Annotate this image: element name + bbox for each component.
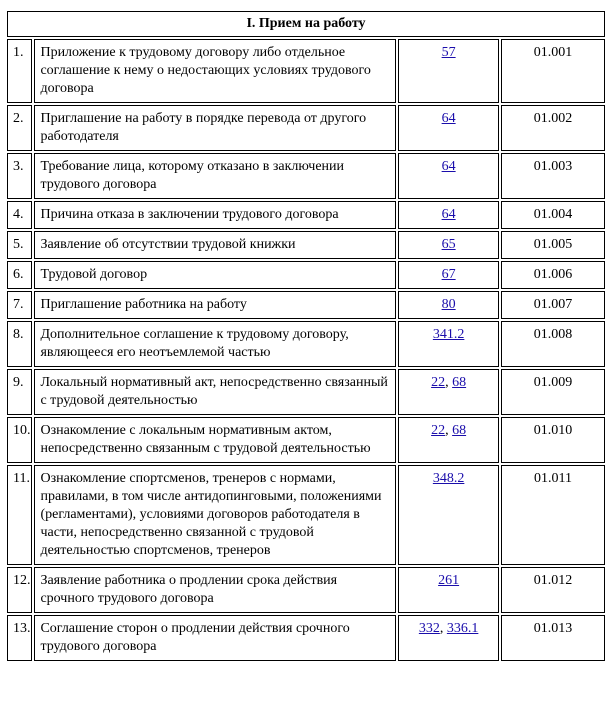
article-link[interactable]: 65 xyxy=(441,237,456,252)
document-title: Приглашение работника на работу xyxy=(34,291,396,319)
row-number: 6. xyxy=(7,261,32,289)
document-code: 01.005 xyxy=(501,231,605,259)
row-number: 7. xyxy=(7,291,32,319)
row-number: 3. xyxy=(7,153,32,199)
table-row xyxy=(7,201,605,229)
document-title: Заявление об отсутствии трудовой книжки xyxy=(34,231,396,259)
document-title: Ознакомление с локальным нормативным актом, непосредственно связанным с трудовой деятельностью xyxy=(34,417,396,463)
article-separator: , xyxy=(445,375,453,390)
article-link[interactable]: 332 xyxy=(418,621,440,636)
documents-table xyxy=(5,9,607,663)
table-row xyxy=(7,465,605,565)
document-title: Соглашение сторон о продлении действия срочного трудового договора xyxy=(34,615,396,661)
article-link[interactable]: 67 xyxy=(441,267,456,282)
article-link[interactable]: 22 xyxy=(431,375,446,390)
document-title: Локальный нормативный акт, непосредственно связанный с трудовой деятельностью xyxy=(34,369,396,415)
row-number: 2. xyxy=(7,105,32,151)
table-row xyxy=(7,615,605,661)
article-links xyxy=(398,261,499,289)
article-links xyxy=(398,615,499,661)
document-title: Приглашение на работу в порядке перевода от другого работодателя xyxy=(34,105,396,151)
article-links xyxy=(398,369,499,415)
article-links xyxy=(398,153,499,199)
table-row xyxy=(7,291,605,319)
article-link[interactable]: 57 xyxy=(441,45,456,60)
table-row xyxy=(7,153,605,199)
table-row xyxy=(7,567,605,613)
table-row xyxy=(7,39,605,103)
row-number: 9. xyxy=(7,369,32,415)
article-links xyxy=(398,321,499,367)
article-link[interactable]: 64 xyxy=(441,111,456,126)
article-links xyxy=(398,465,499,565)
article-link[interactable]: 341.2 xyxy=(432,327,465,342)
row-number: 12. xyxy=(7,567,32,613)
document-title: Ознакомление спортсменов, тренеров с нормами, правилами, в том числе антидопинговыми, положениями (регламентами), условиями договоров работодателя в части, непосредственно связанной с трудовой деятельностью спортсменов, тренеров xyxy=(34,465,396,565)
table-row xyxy=(7,417,605,463)
article-link[interactable]: 68 xyxy=(452,375,467,390)
row-number: 1. xyxy=(7,39,32,103)
document-code: 01.003 xyxy=(501,153,605,199)
row-number: 11. xyxy=(7,465,32,565)
document-code: 01.006 xyxy=(501,261,605,289)
document-title: Трудовой договор xyxy=(34,261,396,289)
article-links xyxy=(398,231,499,259)
row-number: 10. xyxy=(7,417,32,463)
table-row xyxy=(7,231,605,259)
article-links xyxy=(398,567,499,613)
document-code: 01.012 xyxy=(501,567,605,613)
article-link[interactable]: 80 xyxy=(441,297,456,312)
document-title: Приложение к трудовому договору либо отдельное соглашение к нему о недостающих условиях трудового договора xyxy=(34,39,396,103)
document-title: Требование лица, которому отказано в заключении трудового договора xyxy=(34,153,396,199)
article-links xyxy=(398,417,499,463)
document-title: Заявление работника о продлении срока действия срочного трудового договора xyxy=(34,567,396,613)
table-body xyxy=(7,39,605,661)
article-links xyxy=(398,291,499,319)
row-number: 8. xyxy=(7,321,32,367)
document-code: 01.010 xyxy=(501,417,605,463)
table-row xyxy=(7,369,605,415)
table-row xyxy=(7,321,605,367)
article-separator: , xyxy=(445,423,453,438)
document-title: Причина отказа в заключении трудового договора xyxy=(34,201,396,229)
document-code: 01.004 xyxy=(501,201,605,229)
document-title: Дополнительное соглашение к трудовому договору, являющееся его неотъемлемой частью xyxy=(34,321,396,367)
article-separator: , xyxy=(439,621,447,636)
document-code: 01.002 xyxy=(501,105,605,151)
row-number: 13. xyxy=(7,615,32,661)
table-row xyxy=(7,105,605,151)
article-link[interactable]: 348.2 xyxy=(432,471,465,486)
section-header-row xyxy=(7,11,605,37)
article-links xyxy=(398,105,499,151)
article-links xyxy=(398,201,499,229)
article-link[interactable]: 22 xyxy=(431,423,446,438)
article-link[interactable]: 68 xyxy=(452,423,467,438)
row-number: 5. xyxy=(7,231,32,259)
article-link[interactable]: 64 xyxy=(441,159,456,174)
document-code: 01.007 xyxy=(501,291,605,319)
document-code: 01.011 xyxy=(501,465,605,565)
article-links xyxy=(398,39,499,103)
article-link[interactable]: 336.1 xyxy=(446,621,479,636)
document-code: 01.009 xyxy=(501,369,605,415)
document-code: 01.008 xyxy=(501,321,605,367)
table-row xyxy=(7,261,605,289)
section-title: I. Прием на работу xyxy=(7,11,605,37)
document-code: 01.013 xyxy=(501,615,605,661)
article-link[interactable]: 261 xyxy=(438,573,460,588)
article-link[interactable]: 64 xyxy=(441,207,456,222)
document-code: 01.001 xyxy=(501,39,605,103)
row-number: 4. xyxy=(7,201,32,229)
